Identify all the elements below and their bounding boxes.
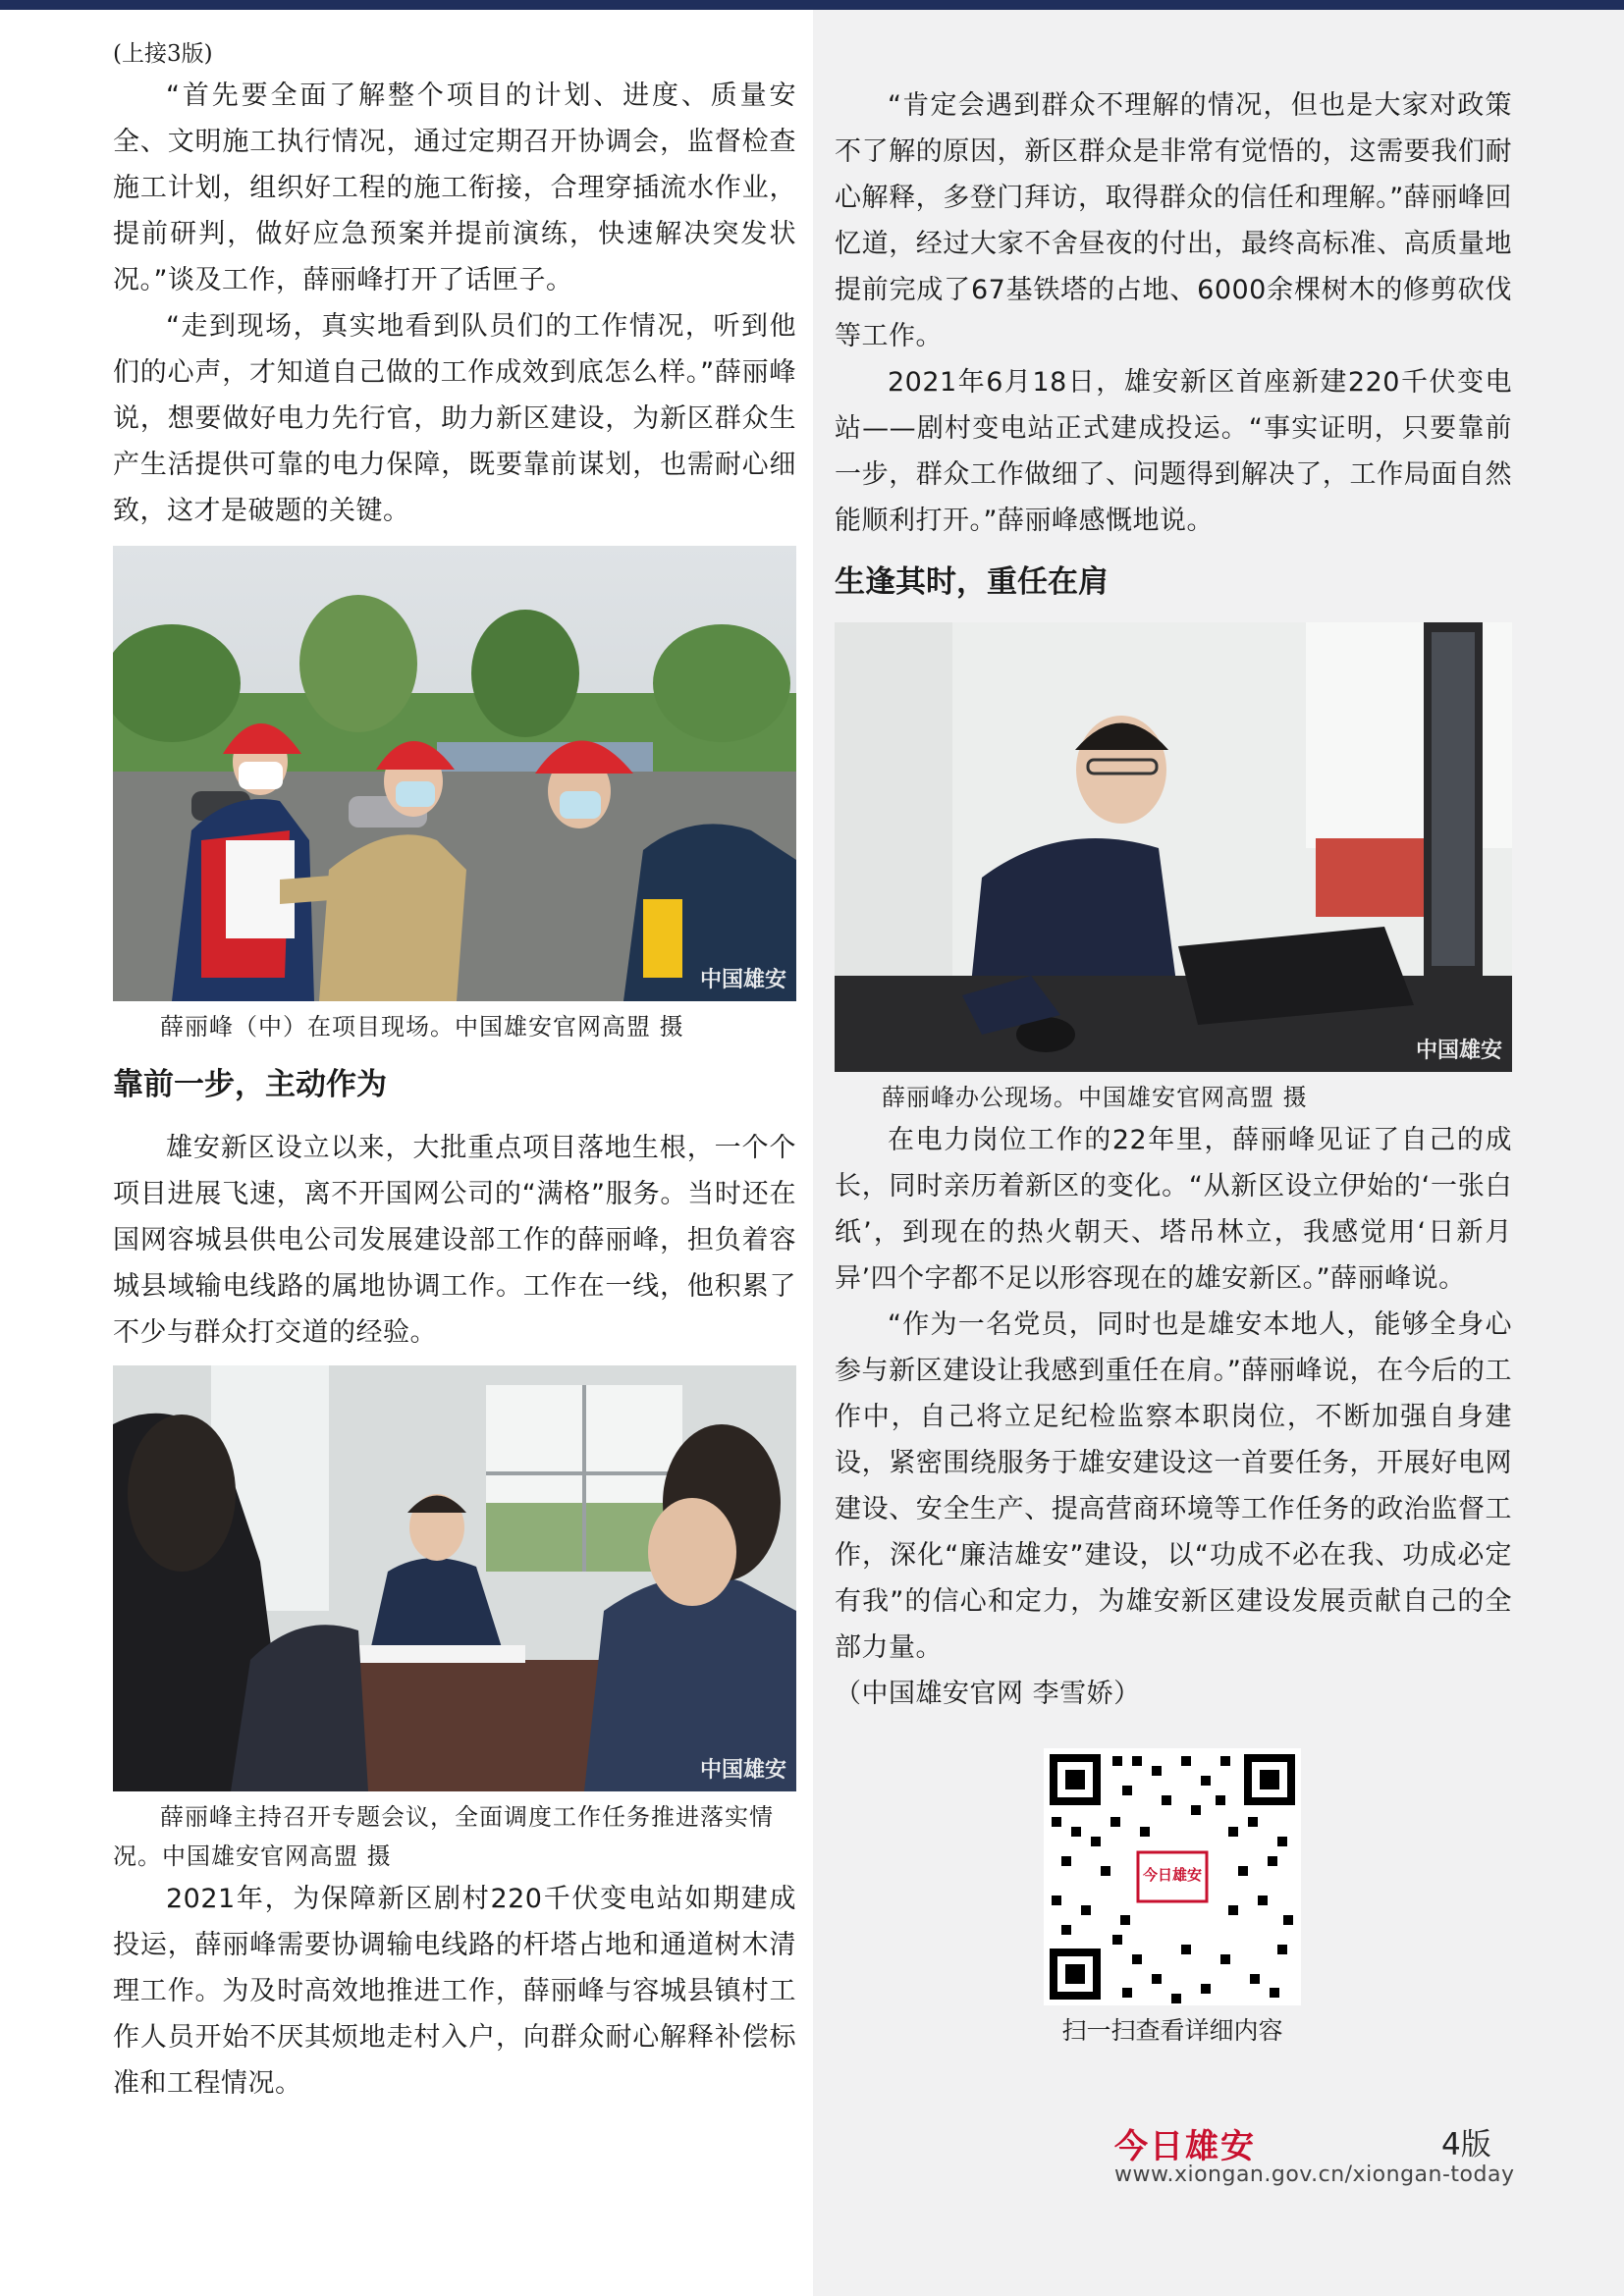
- continued-note: (上接3版): [113, 41, 213, 67]
- paragraph: 2021年6月18日，雄安新区首座新建220千伏变电站——剧村变电站正式建成投运。“事实证明，只要靠前一步，群众工作做细了、问题得到解决了，工作局面自然能顺利打开。”薛丽峰感慨地说。: [835, 367, 1512, 536]
- site-visit-illustration: [113, 546, 796, 1001]
- qr-center-label: 今日雄安: [1142, 1866, 1202, 1884]
- photo-meeting: [113, 1365, 796, 1791]
- qr-block: [1044, 1748, 1301, 2049]
- paragraph: “作为一名党员，同时也是雄安本地人，能够全身心参与新区建设让我感到重任在肩。”薛丽峰说，在今后的工作中，自己将立足纪检监察本职岗位，不断加强自身建设，紧密围绕服务于雄安建设这一首要任务，开展好电网建设、安全生产、提高营商环境等工作任务的政治监督工作，深化“廉洁雄安”建设，以“功成不必在我、功成必定有我”的信心和定力，为雄安新区建设发展贡献自己的全部力量。: [835, 1309, 1512, 1663]
- section-heading: 生逢其时，重任在肩: [835, 564, 1109, 600]
- footer-url[interactable]: www.xiongan.gov.cn/xiongan-today: [1114, 2163, 1515, 2187]
- photo-caption: 薛丽峰办公现场。中国雄安官网高盟 摄: [882, 1084, 1308, 1111]
- paragraph: “肯定会遇到群众不理解的情况，但也是大家对政策不了解的原因，新区群众是非常有觉悟的，这需要我们耐心解释，多登门拜访，取得群众的信任和理解。”薛丽峰回忆道，经过大家不舍昼夜的付出，最终高标准、高质量地提前完成了67基铁塔的占地、6000余棵树木的修剪砍伐等工作。: [835, 90, 1512, 351]
- page-number: 4版: [1441, 2127, 1491, 2163]
- meeting-illustration: [113, 1365, 796, 1791]
- photo-caption: 薛丽峰（中）在项目现场。中国雄安官网高盟 摄: [160, 1013, 684, 1041]
- paragraph: 在电力岗位工作的22年里，薛丽峰见证了自己的成长，同时亲历着新区的变化。“从新区设立伊始的‘一张白纸’，到现在的热火朝天、塔吊林立，我感觉用‘日新月异’四个字都不足以形容现在的雄安新区。”薛丽峰说。: [835, 1125, 1512, 1294]
- byline: （中国雄安官网 李雪娇）: [835, 1679, 1141, 1709]
- left-column: [113, 35, 796, 2107]
- photo-office: [835, 622, 1512, 1072]
- paragraph: 雄安新区设立以来，大批重点项目落地生根，一个个项目进展飞速，离不开国网公司的“满格”服务。当时还在国网容城县供电公司发展建设部工作的薛丽峰，担负着容城县域输电线路的属地协调工作。工作在一线，他积累了不少与群众打交道的经验。: [113, 1133, 796, 1348]
- right-column: [835, 82, 1512, 1717]
- qr-code-icon: [1044, 1748, 1301, 2005]
- photo-watermark: 中国雄安: [1415, 1038, 1502, 1063]
- top-bar: [0, 0, 1624, 10]
- section-heading: 靠前一步，主动作为: [113, 1067, 387, 1102]
- photo-watermark: 中国雄安: [699, 967, 786, 992]
- office-illustration: [835, 622, 1512, 1072]
- photo-watermark: 中国雄安: [699, 1757, 786, 1783]
- footer-logo: 今日雄安: [1114, 2127, 1256, 2166]
- paragraph: “首先要全面了解整个项目的计划、进度、质量安全、文明施工执行情况，通过定期召开协调会，监督检查施工计划，组织好工程的施工衔接，合理穿插流水作业，提前研判，做好应急预案并提前演练，快速解决突发状况。”谈及工作，薛丽峰打开了话匣子。: [113, 80, 796, 295]
- paragraph: 2021年，为保障新区剧村220千伏变电站如期建成投运，薛丽峰需要协调输电线路的杆塔占地和通道树木清理工作。为及时高效地推进工作，薛丽峰与容城县镇村工作人员开始不厌其烦地走村入户，向群众耐心解释补偿标准和工程情况。: [113, 1884, 796, 2099]
- photo-site-visit: [113, 546, 796, 1001]
- photo-caption: 薛丽峰主持召开专题会议，全面调度工作任务推进落实情况。中国雄安官网高盟 摄: [113, 1803, 774, 1870]
- paragraph: “走到现场，真实地看到队员们的工作情况，听到他们的心声，才知道自己做的工作成效到底怎么样。”薛丽峰说，想要做好电力先行官，助力新区建设，为新区群众生产生活提供可靠的电力保障，既要靠前谋划，也需耐心细致，这才是破题的关键。: [113, 311, 796, 526]
- qr-caption: 扫一扫查看详细内容: [1061, 2016, 1283, 2045]
